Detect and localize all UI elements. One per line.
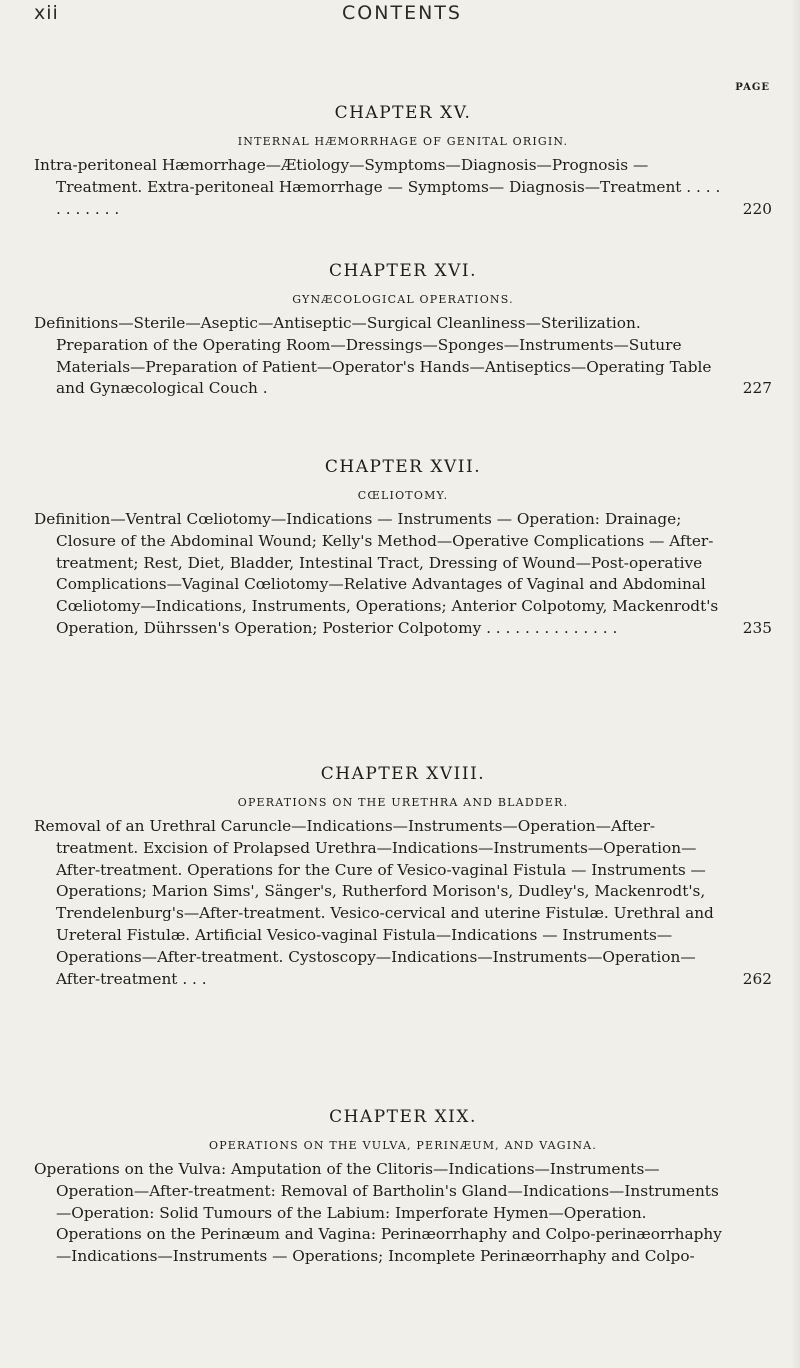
chapter-xvi [34, 261, 772, 400]
folio-page-number: xii [34, 2, 59, 24]
chapter-heading: CHAPTER XVI. [329, 261, 477, 281]
entry-page-number: 227 [742, 379, 772, 398]
running-head [34, 2, 770, 32]
chapter-heading: CHAPTER XV. [334, 103, 472, 123]
chapter-xix [34, 1107, 772, 1268]
chapter-subtitle: CŒLIOTOMY. [357, 489, 449, 502]
chapter-contents-entry [34, 313, 772, 400]
entry-text: Operations on the Vulva: Amputation of the Clitoris—Indications—Instruments—Operation—After-treatment: Removal of Bartholin's Gland—Indications—Instruments—Operation: Solid Tumours of the Labium: Imperforate Hymen—Operation. Operations on the Perinæum and Vagina: Perinæorrhaphy and Colpo-perinæorrhaphy—Indications—Instruments — Operations; Incomplete Perinæorrhaphy and Colpo- [34, 1160, 722, 1266]
chapter-subtitle: OPERATIONS ON THE URETHRA AND BLADDER. [237, 796, 569, 809]
chapter-contents-entry [34, 816, 772, 990]
entry-text: Definition—Ventral Cœliotomy—Indications — Instruments — Operation: Drainage; Closure of the Abdominal Wound; Kelly's Method—Operative Complications — After-treatment; Rest, Diet, Bladder, Intestinal Tract, Dressing of Wound—Post-operative Complications—Vaginal Cœliotomy—Relative Advantages of Vaginal and Abdominal Cœliotomy—Indications, Instruments, Operations; Anterior Colpotomy, Mackenrodt's Operation, Dührssen's Operation; Posterior Colpotomy . . . . . . . . . . . . . . [34, 510, 719, 637]
entry-text: Intra-peritoneal Hæmorrhage—Ætiology—Symptoms—Diagnosis—Prognosis — Treatment. Extra-peritoneal Hæmorrhage — Symptoms— Diagnosis—Treatment . . . . . . . . . . . [34, 156, 721, 218]
chapter-xviii [34, 764, 772, 990]
chapter-heading: CHAPTER XVII. [324, 457, 482, 477]
entry-page-number: 220 [742, 199, 772, 218]
chapter-contents-entry [34, 509, 772, 640]
entry-page-number: 235 [742, 618, 772, 637]
chapter-contents-entry [34, 1159, 772, 1268]
page-column-label: PAGE [735, 82, 770, 93]
chapter-subtitle: INTERNAL HÆMORRHAGE OF GENITAL ORIGIN. [237, 135, 569, 148]
entry-text: Removal of an Urethral Caruncle—Indications—Instruments—Operation—After-treatment. Excision of Prolapsed Urethra—Indications—Instruments—Operation—After-treatment. Operations for the Cure of Vesico-vaginal Fistula — Instruments — Operations; Marion Sims', Sänger's, Rutherford Morison's, Dudley's, Mackenrodt's, Trendelenburg's—After-treatment. Vesico-cervical and uterine Fistulæ. Urethral and Ureteral Fistulæ. Artificial Vesico-vaginal Fistula—Indications — Instruments—Operations—After-treatment. Cystoscopy—Indications—Instruments—Operation—After-treatment . . . [34, 817, 714, 988]
chapter-xv [34, 103, 772, 220]
chapter-subtitle: GYNÆCOLOGICAL OPERATIONS. [292, 293, 514, 306]
chapter-heading: CHAPTER XIX. [329, 1107, 477, 1127]
running-title: CONTENTS [342, 2, 462, 24]
entry-text: Definitions—Sterile—Aseptic—Antiseptic—Surgical Cleanliness—Sterilization. Preparation of the Operating Room—Dressings—Sponges—Instruments—Suture Materials—Preparation of Patient—Operator's Hands—Antiseptics—Operating Table and Gynæcological Couch . [34, 314, 712, 398]
chapter-heading: CHAPTER XVIII. [320, 764, 486, 784]
chapter-contents-entry [34, 155, 772, 220]
entry-page-number: 262 [742, 969, 772, 988]
chapter-subtitle: OPERATIONS ON THE VULVA, PERINÆUM, AND VAGINA. [208, 1139, 598, 1152]
page-edge-shadow [792, 0, 800, 1368]
chapter-xvii [34, 457, 772, 640]
